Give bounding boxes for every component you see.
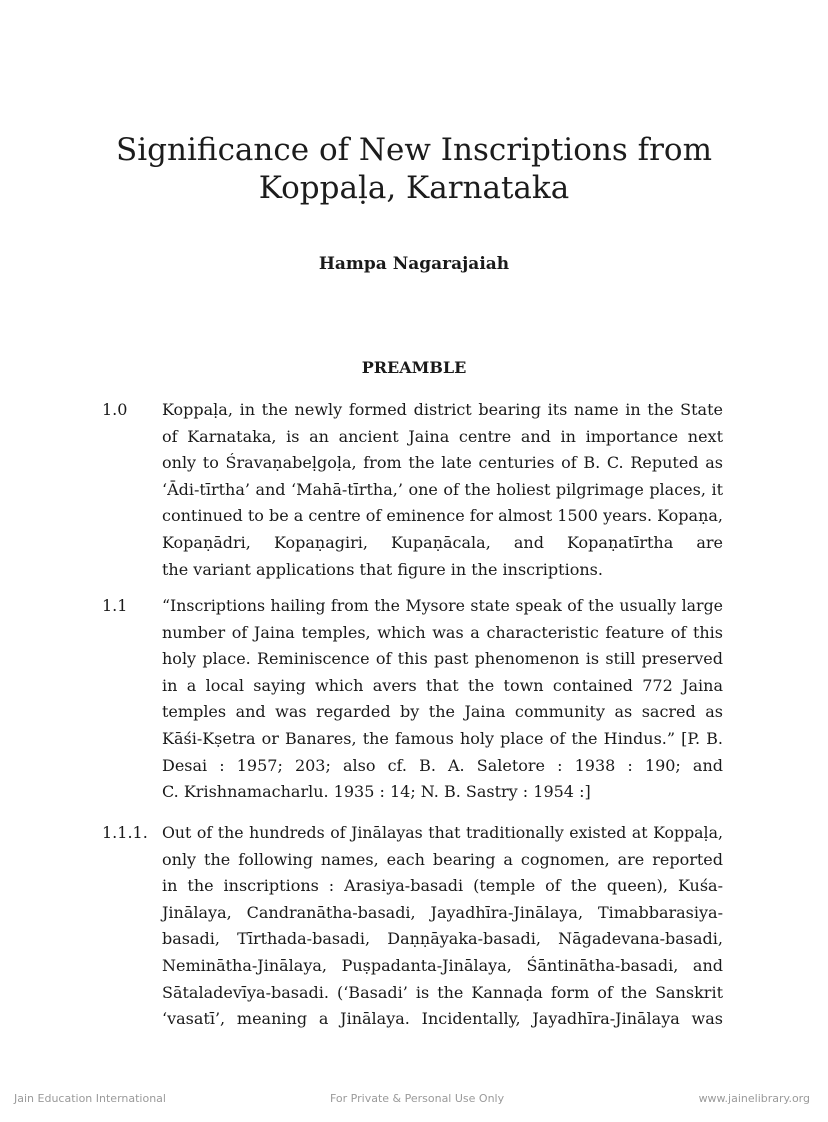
paragraph-number: 1.0 [102, 400, 128, 419]
paragraph-line: in a local saying which avers that the town contained 772 Jaina [162, 675, 723, 695]
author-name: Hampa Nagarajaiah [318, 254, 510, 274]
paragraph-line: continued to be a centre of eminence for almost 1500 years. Kopaṇa, [162, 506, 724, 526]
section-heading: PREAMBLE [361, 358, 467, 377]
paragraph-line: Desai : 1957; 203; also cf. B. A. Saletore : 1938 : 190; and [162, 755, 723, 775]
paragraph-line: Kāśi-Kṣetra or Banares, the famous holy place of the Hindus.” [P. B. [162, 729, 723, 748]
paragraph-line: holy place. Reminiscence of this past phenomenon is still preserved [162, 649, 723, 669]
paragraph-line: “Inscriptions hailing from the Mysore state speak of the usually large [162, 596, 723, 615]
paragraph-line: C. Krishnamacharlu. 1935 : 14; N. B. Sastry : 1954 :] [162, 782, 591, 802]
paragraph-line: Koppaḷa, in the newly formed district bearing its name in the State [162, 400, 723, 419]
paragraph-number: 1.1 [102, 596, 128, 615]
paragraph-line: temples and was regarded by the Jaina community as sacred as [162, 702, 723, 722]
paragraph-line: the variant applications that figure in the inscriptions. [162, 559, 603, 579]
paragraph-line: of Karnataka, is an ancient Jaina centre and in importance next [162, 426, 723, 446]
paragraph-line: only to Śravaṇabeḷgoḷa, from the late centuries of B. C. Reputed as [162, 453, 723, 473]
paragraph-line: Out of the hundreds of Jinālayas that traditionally existed at Koppaḷa, [162, 823, 723, 842]
title-line-1: Significance of New Inscriptions from [116, 132, 712, 168]
paragraph-line: ‘vasatī’, meaning a Jinālaya. Incidentally, Jayadhīra-Jinālaya was [162, 1009, 723, 1029]
paragraph-line: ‘Ādi-tīrtha’ and ‘Mahā-tīrtha,’ one of the holiest pilgrimage places, it [162, 479, 723, 499]
footer-website: www.jainelibrary.org [698, 1092, 810, 1105]
paragraph-line: Sātaladevīya-basadi. (‘Basadi’ is the Kannaḍa form of the Sanskrit [162, 982, 723, 1002]
paragraph-line: Kopaṇādri, Kopaṇagiri, Kupaṇācala, and Kopaṇatīrtha are [162, 533, 723, 552]
paragraph-number: 1.1.1. [102, 823, 148, 842]
paragraph-line: Neminātha-Jinālaya, Puṣpadanta-Jinālaya, Śāntinātha-basadi, and [162, 956, 723, 975]
paragraph-line: number of Jaina temples, which was a characteristic feature of this [162, 622, 723, 642]
footer-usage-note: For Private & Personal Use Only [330, 1092, 505, 1105]
paragraph-line: Jinālaya, Candranātha-basadi, Jayadhīra-Jinālaya, Timabbarasiya- [162, 902, 723, 922]
paragraph-line: in the inscriptions : Arasiya-basadi (temple of the queen), Kuśa- [162, 876, 723, 896]
paragraph-line: basadi, Tīrthada-basadi, Daṇṇāyaka-basadi, Nāgadevana-basadi, [162, 929, 723, 949]
paragraph-line: only the following names, each bearing a cognomen, are reported [162, 849, 723, 869]
footer-publisher: Jain Education International [14, 1092, 166, 1105]
title-line-2: Koppaḷa, Karnataka [258, 170, 570, 206]
